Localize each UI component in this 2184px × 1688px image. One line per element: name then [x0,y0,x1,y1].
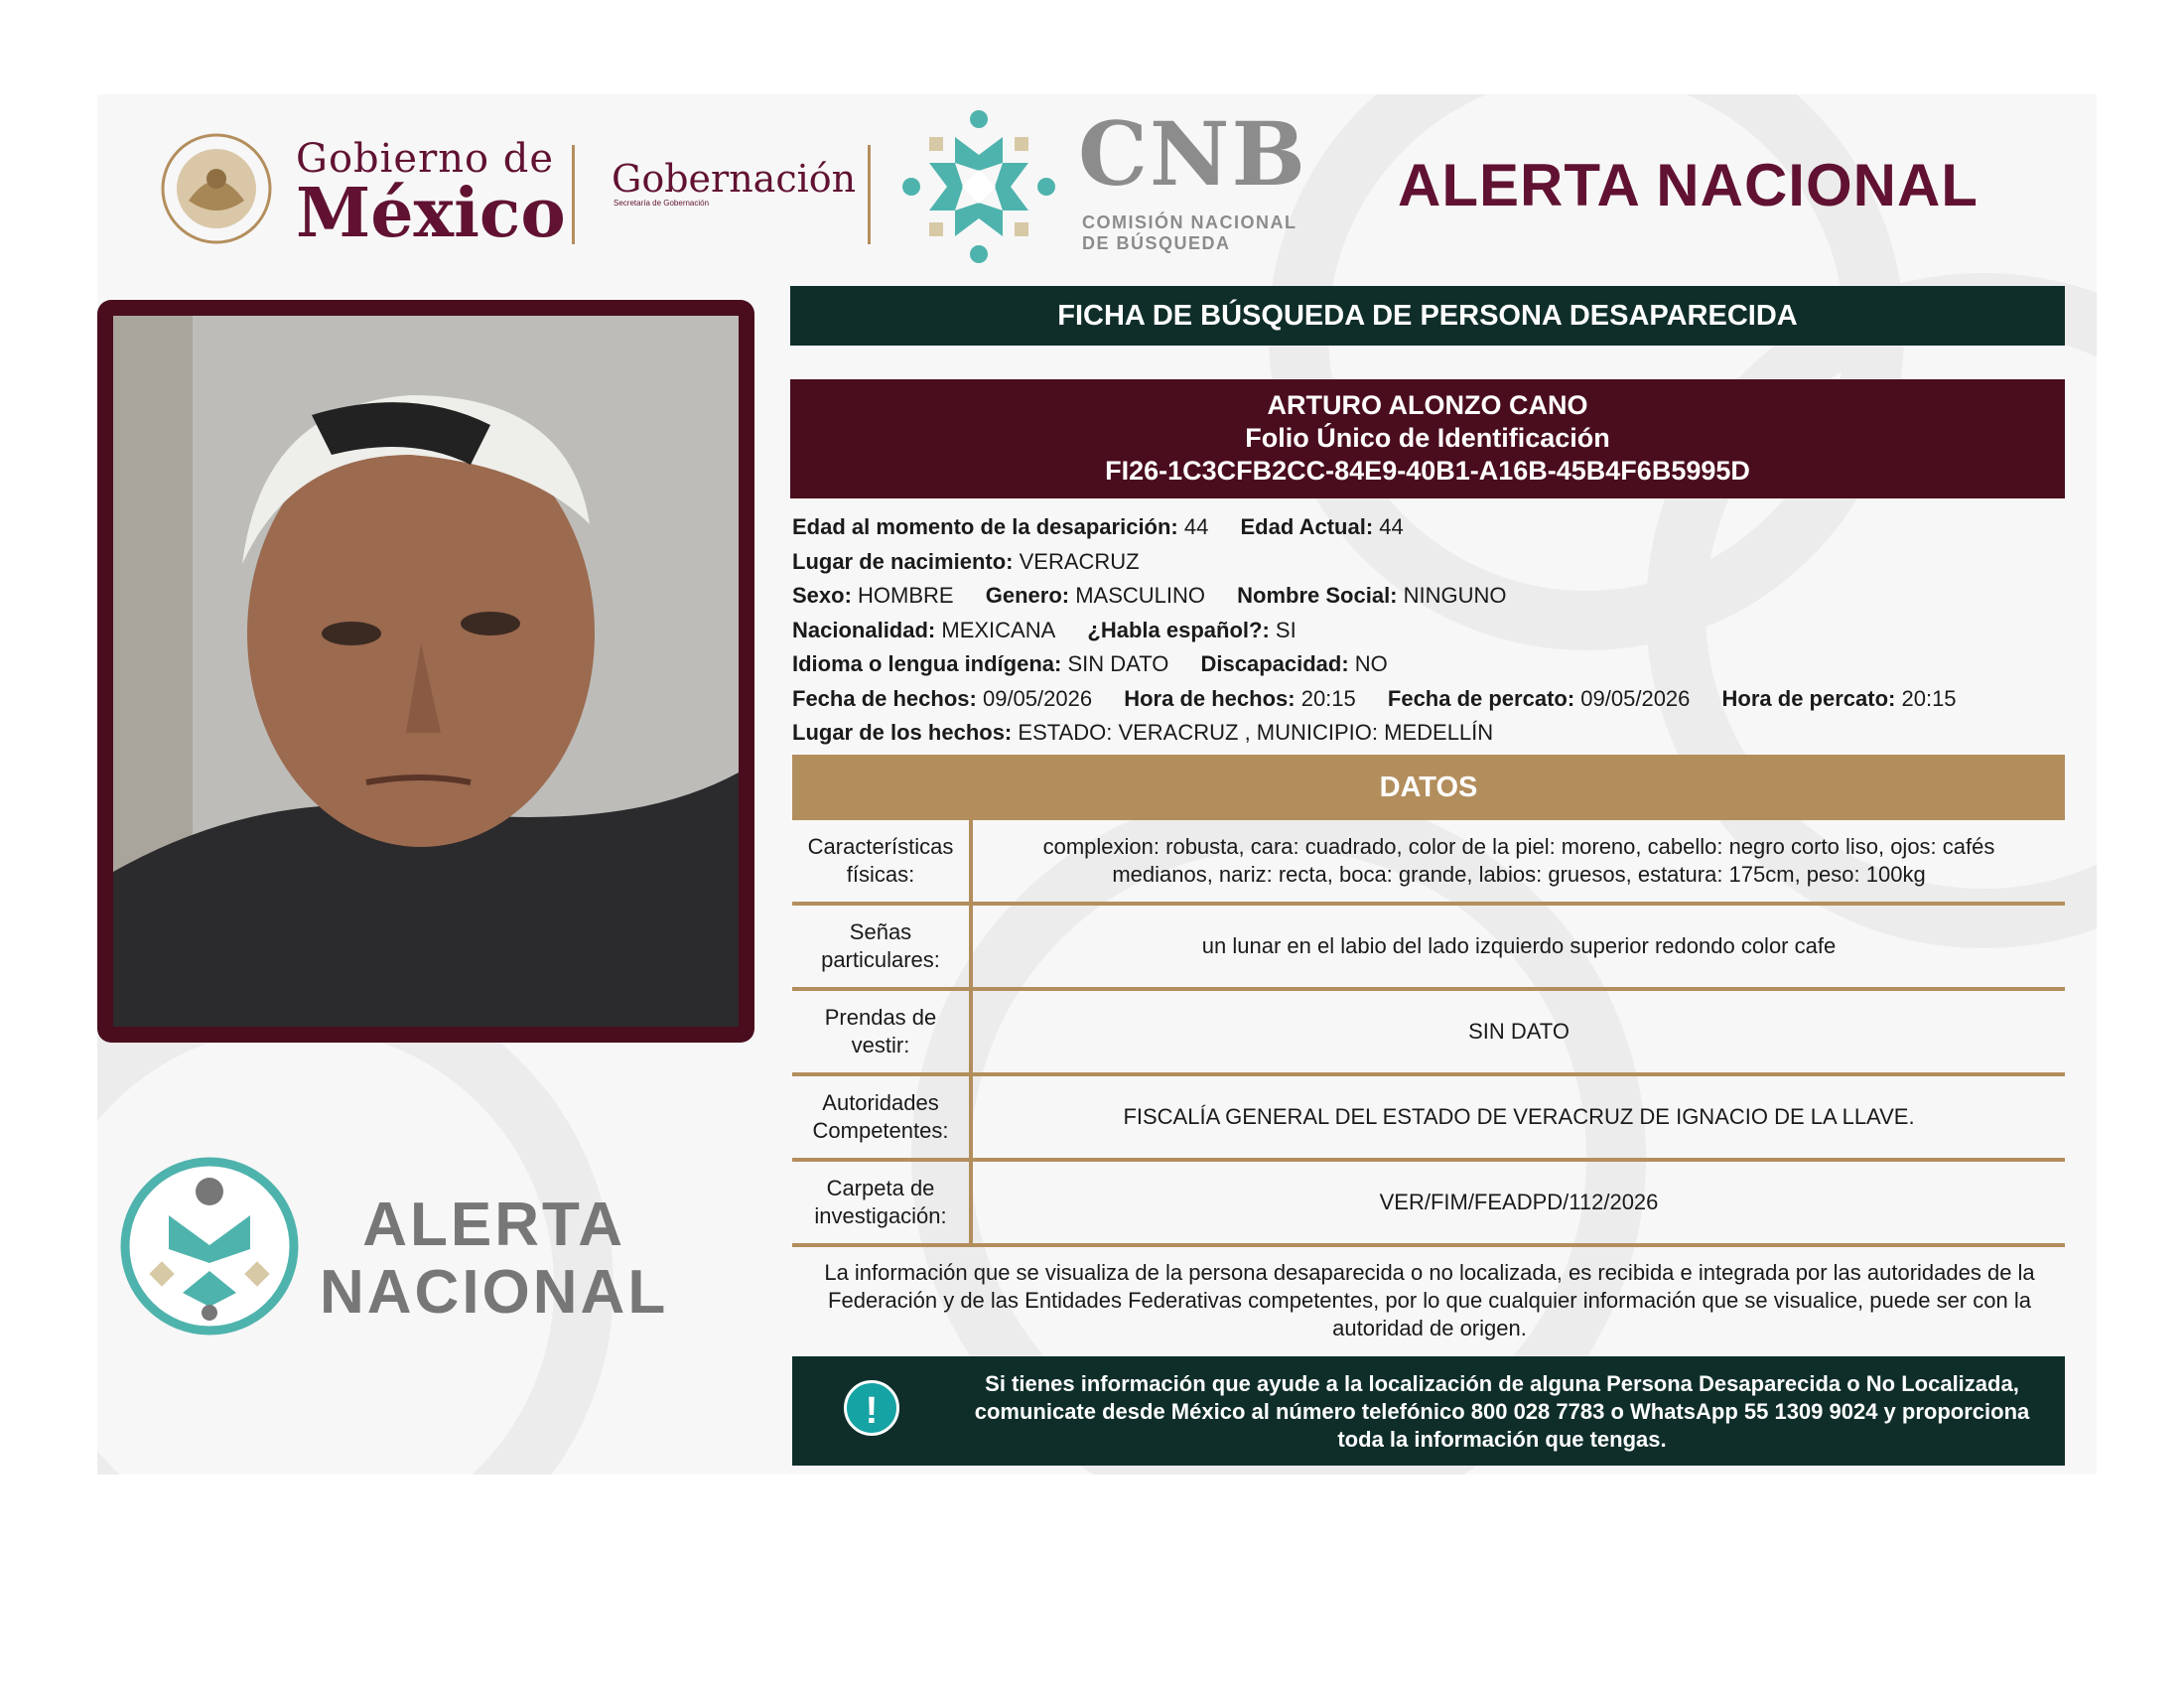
habla-espanol-label: ¿Habla español?: [1087,617,1270,642]
sexo-value: HOMBRE [858,583,954,608]
discapacidad-value: NO [1354,651,1388,676]
datos-row-value: complexion: robusta, cara: cuadrado, color de la piel: moreno, cabello: negro corto liso, ojos: cafés medianos, nariz: recta, boca: grande, labios: gruesos, estatura: 175cm, peso: 100kg [1042,834,1995,887]
info-row-nacionalidad [792,614,2073,648]
datos-row-value: un lunar en el labio del lado izquierdo superior redondo color cafe [1201,933,1837,958]
genero-value: MASCULINO [1075,583,1206,608]
alerta-nacional-emblem-icon [117,1154,302,1338]
gobierno-line1: Gobierno de [296,136,555,182]
cnb-emblem-icon [899,107,1058,266]
cnb-subtitle [1082,212,1297,254]
cnb-subtitle-line1: COMISIÓN NACIONAL [1082,212,1297,232]
gobierno-line2: México [296,174,566,253]
cnb-subtitle-line2: DE BÚSQUEDA [1082,233,1231,253]
datos-row-value: FISCALÍA GENERAL DEL ESTADO DE VERACRUZ DE IGNACIO DE LA LLAVE. [1123,1104,1915,1129]
cnb-title: CNB [1078,102,1307,206]
idioma-label: Idioma o lengua indígena: [792,651,1062,676]
datos-row [792,820,2065,906]
datos-row [792,1076,2065,1162]
lugar-nacimiento-label: Lugar de nacimiento: [792,548,1014,574]
contact-text: Si tienes información que ayude a la localización de alguna Persona Desaparecida o No Localizada, comunicate desde México al número telefónico 800 028 7783 o WhatsApp 55 1309 9024 y proporciona toda la información que tengas. [974,1371,2030,1452]
person-info-block [792,510,2073,751]
info-row-edad [792,510,2073,545]
info-row-nacimiento [792,545,2073,580]
datos-row-label: Prendas de vestir: [792,991,973,1072]
info-row-lugar-hechos [792,716,2073,751]
exclamation-alert-icon: ! [844,1380,899,1436]
contact-bar [792,1356,2065,1466]
folio-value: FI26-1C3CFB2CC-84E9-40B1-A16B-45B4F6B5995D [1105,456,1750,486]
gobierno-de-mexico-logo [296,136,566,253]
fecha-percato-value: 09/05/2026 [1580,685,1691,711]
nombre-social-label: Nombre Social: [1237,583,1398,608]
datos-row-value: SIN DATO [1468,1019,1570,1044]
alerta-logo-line2: NACIONAL [320,1258,669,1327]
edad-actual-value: 44 [1379,514,1404,539]
datos-row [792,1162,2065,1247]
datos-row-value: VER/FIM/FEADPD/112/2026 [1379,1190,1659,1214]
fecha-percato-label: Fecha de percato: [1387,685,1575,711]
alerta-nacional-title: ALERTA NACIONAL [1398,152,1979,218]
ficha-title-bar: FICHA DE BÚSQUEDA DE PERSONA DESAPARECIDA [790,286,2065,346]
datos-row-label: Señas particulares: [792,906,973,987]
genero-label: Genero: [985,583,1070,608]
info-row-fechas [792,682,2073,717]
datos-row [792,991,2065,1076]
hora-hechos-value: 20:15 [1300,685,1356,711]
alerta-nacional-logo-text [320,1192,668,1327]
lugar-hechos-label: Lugar de los hechos: [792,720,1013,745]
fecha-hechos-label: Fecha de hechos: [792,685,977,711]
gobernacion-subtitle: Secretaría de Gobernación [614,199,710,208]
info-row-idioma [792,647,2073,682]
datos-row-label: Carpeta de investigación: [792,1162,973,1243]
datos-row-label: Características físicas: [792,820,973,902]
nombre-social-value: NINGUNO [1403,583,1507,608]
edad-desaparicion-label: Edad al momento de la desaparición: [792,514,1178,539]
hora-hechos-label: Hora de hechos: [1124,685,1296,711]
discapacidad-label: Discapacidad: [1200,651,1349,676]
lugar-hechos-value: ESTADO: VERACRUZ , MUNICIPIO: MEDELLÍN [1018,720,1494,745]
header-divider [868,145,871,244]
coat-of-arms-seal-icon [159,131,274,246]
fecha-hechos-value: 09/05/2026 [982,685,1093,711]
person-photo [113,316,739,1027]
datos-title-bar: DATOS [792,755,2065,820]
idioma-value: SIN DATO [1067,651,1169,676]
disclaimer-text: La información que se visualiza de la persona desaparecida o no localizada, es recibida e integrada por las autoridades de la Federación y de las Entidades Federativas competentes, por lo que cualquier información que se visualice, puede ser con la autoridad de origen. [824,1260,2035,1340]
gobernacion-logo: Gobernación [612,157,857,201]
habla-espanol-value: SI [1275,617,1297,642]
nacionalidad-label: Nacionalidad: [792,617,936,642]
person-photo-illustration [113,316,739,1027]
alerta-logo-line1: ALERTA [362,1191,626,1259]
person-photo-frame [97,300,754,1043]
info-row-sexo [792,579,2073,614]
header-divider [572,145,575,244]
datos-row [792,906,2065,991]
person-name: ARTURO ALONZO CANO [1267,390,1588,420]
hora-percato-value: 20:15 [1901,685,1957,711]
hora-percato-label: Hora de percato: [1721,685,1896,711]
edad-desaparicion-value: 44 [1183,514,1209,539]
datos-table [792,820,2065,1247]
lugar-nacimiento-value: VERACRUZ [1019,548,1140,574]
datos-row-label: Autoridades Competentes: [792,1076,973,1158]
folio-label: Folio Único de Identificación [1245,423,1610,453]
edad-actual-label: Edad Actual: [1240,514,1374,539]
person-identity-box [790,379,2065,498]
nacionalidad-value: MEXICANA [941,617,1056,642]
sexo-label: Sexo: [792,583,852,608]
